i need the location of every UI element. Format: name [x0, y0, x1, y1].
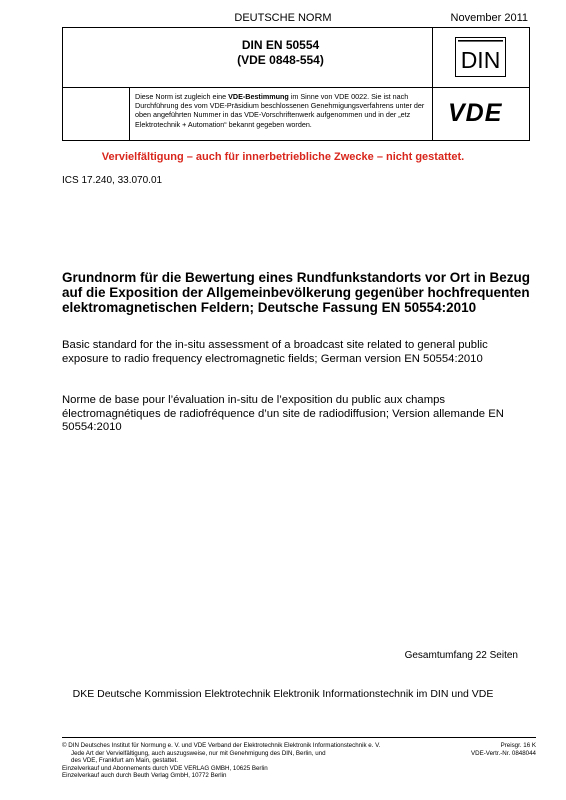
- footer-divider: [62, 737, 536, 738]
- price-group: Preisgr. 16 K: [500, 742, 536, 749]
- footer-price: [471, 742, 536, 757]
- divider: [63, 87, 529, 88]
- vde-note-pre: Diese Norm ist zugleich eine: [135, 92, 229, 101]
- vde-note-bold: VDE-Bestimmung: [228, 92, 289, 101]
- title-block: [62, 27, 530, 141]
- header-date: November 2011: [450, 12, 528, 24]
- din-logo-text: DIN: [460, 47, 501, 73]
- title-french: Norme de base pour l’évaluation in-situ de l’exposition du public aux champs électromagnétiques de radiofréquence d’un site de radiodiffusion; Version allemande EN 50554:2010: [62, 394, 504, 433]
- footer-copyright: © DIN Deutsches Institut für Normung e. V. und VDE Verband der Elektrotechnik Elektronik Informationstechnik e. V.: [62, 742, 381, 749]
- vde-note-post: im Sinne von VDE 0022. Sie ist nach Durchführung des vom VDE-Präsidium beschlossenen Genehmigungsverfahrens unter der oben angeführten Nummer in das VDE-Vorschriftenwerk aufgenommen und in der „etz Elektrotechnik + Automation“ bekannt gegeben worden.: [135, 92, 425, 129]
- document-number-block: [129, 38, 432, 68]
- dke-line: DKE Deutsche Kommission Elektrotechnik Elektronik Informationstechnik im DIN und VDE: [72, 688, 494, 700]
- title-english: Basic standard for the in-situ assessment of a broadcast site related to general public exposure to radio frequency electromagnetic fields; German version EN 50554:2010: [62, 339, 488, 365]
- din-logo: [455, 37, 506, 77]
- divider: [432, 28, 433, 140]
- reproduction-warning: Vervielfältigung – auch für innerbetriebliche Zwecke – nicht gestattet.: [101, 151, 465, 163]
- footer-legal: [62, 742, 442, 780]
- header-title: DEUTSCHE NORM: [234, 12, 332, 24]
- vde-vertr-number: VDE-Vertr.-Nr. 0848044: [471, 749, 536, 757]
- vde-number: (VDE 0848-554): [237, 53, 324, 67]
- title-german: Grundnorm für die Bewertung eines Rundfunkstandorts vor Ort in Bezug auf die Exposition der Allgemeinbevölkerung gegenüber hochfrequenten elektromagnetischen Feldern; Deutsche Fassung EN 50554:2010: [62, 270, 531, 315]
- vde-note: [135, 92, 427, 129]
- footer-reproduction-line: Jede Art der Vervielfältigung, auch auszugsweise, nur mit Genehmigung des DIN, Berlin, und: [71, 749, 326, 757]
- divider: [129, 87, 130, 140]
- ics-code: ICS 17.240, 33.070.01: [62, 175, 163, 186]
- document-number: DIN EN 50554: [241, 38, 320, 52]
- footer-reproduction-line: des VDE, Frankfurt am Main, gestattet.: [71, 757, 178, 765]
- footer-sales-line: Einzelverkauf auch durch Beuth Verlag GmbH, 10772 Berlin: [62, 772, 227, 780]
- vde-logo: VDE: [448, 99, 503, 127]
- footer-sales-line: Einzelverkauf und Abonnements durch VDE VERLAG GMBH, 10625 Berlin: [62, 764, 268, 772]
- total-pages: Gesamtumfang 22 Seiten: [404, 650, 518, 661]
